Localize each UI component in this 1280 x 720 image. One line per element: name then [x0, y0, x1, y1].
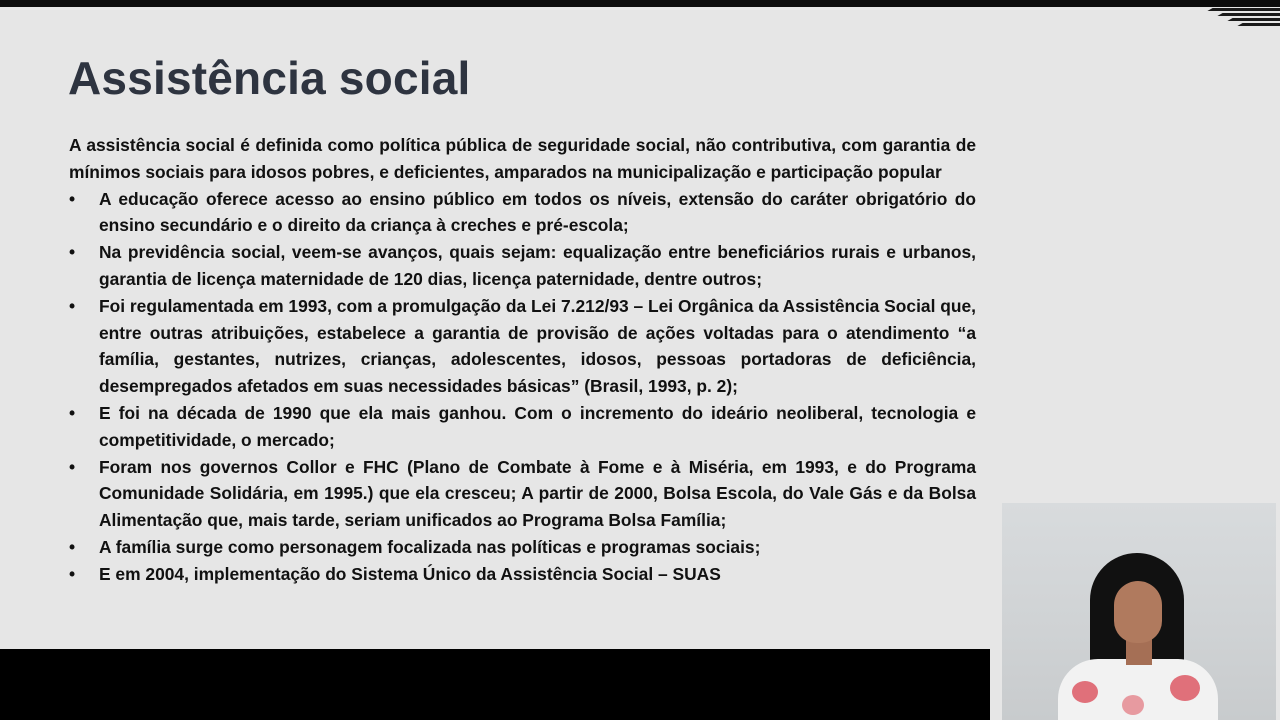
- bullet-dot: •: [69, 402, 76, 423]
- bullet-item: [69, 534, 976, 561]
- shirt-flower-pattern: [1122, 695, 1144, 715]
- presenter-webcam-overlay: [1002, 503, 1276, 720]
- bullet-text: Foi regulamentada em 1993, com a promulgação da Lei 7.212/93 – Lei Orgânica da Assistência Social que, entre outras atribuições, estabelece a garantia de provisão de ações voltadas para o atendimento “a família, gestantes, nutrizes, crianças, adolescentes, idosos, pessoas portadoras de deficiência, desempregados afetados em suas necessidades básicas” (Brasil, 1993, p. 2);: [99, 295, 976, 397]
- bullet-dot: •: [69, 295, 76, 316]
- bullet-text: E em 2004, implementação do Sistema Único da Assistência Social – SUAS: [99, 563, 721, 584]
- bullet-dot: •: [69, 242, 76, 263]
- shirt-flower-pattern: [1170, 675, 1200, 701]
- bullet-text: E foi na década de 1990 que ela mais ganhou. Com o incremento do ideário neoliberal, tecnologia e competitividade, o mercado;: [99, 402, 976, 450]
- bullet-list: [69, 186, 976, 588]
- bullet-item: [69, 293, 976, 400]
- bullet-item: [69, 454, 976, 534]
- bullet-dot: •: [69, 536, 76, 557]
- bullet-text: Na previdência social, veem-se avanços, quais sejam: equalização entre beneficiários rurais e urbanos, garantia de licença maternidade de 120 dias, licença paternidade, dentre outros;: [99, 242, 976, 289]
- slide-title: Assistência social: [68, 52, 471, 104]
- corner-stripes-decoration: [1180, 7, 1280, 29]
- bullet-dot: •: [69, 563, 76, 584]
- bullet-item: [69, 186, 976, 240]
- bullet-text: A família surge como personagem focalizada nas políticas e programas sociais;: [99, 536, 761, 557]
- bullet-item: [69, 239, 976, 293]
- bullet-dot: •: [69, 456, 76, 477]
- bullet-dot: •: [69, 188, 76, 209]
- bullet-text: Foram nos governos Collor e FHC (Plano de Combate à Fome e à Miséria, em 1993, e do Programa Comunidade Solidária, em 1995.) que ela cresceu; A partir de 2000, Bolsa Escola, do Vale Gás e da Bolsa Alimentação que, mais tarde, seriam unificados ao Programa Bolsa Família;: [99, 456, 976, 531]
- bullet-item: [69, 400, 976, 454]
- slide-content: [69, 132, 976, 588]
- shirt-flower-pattern: [1072, 681, 1098, 703]
- intro-paragraph: A assistência social é definida como política pública de seguridade social, não contributiva, com garantia de mínimos sociais para idosos pobres, e deficientes, amparados na municipalização e participação popular: [69, 135, 976, 182]
- bottom-letterbox: [0, 649, 990, 720]
- presenter-face: [1114, 581, 1162, 643]
- bullet-item: [69, 561, 976, 588]
- bullet-text: A educação oferece acesso ao ensino público em todos os níveis, extensão do caráter obrigatório do ensino secundário e o direito da criança à creches e pré-escola;: [99, 188, 976, 236]
- top-letterbox: [0, 0, 1280, 7]
